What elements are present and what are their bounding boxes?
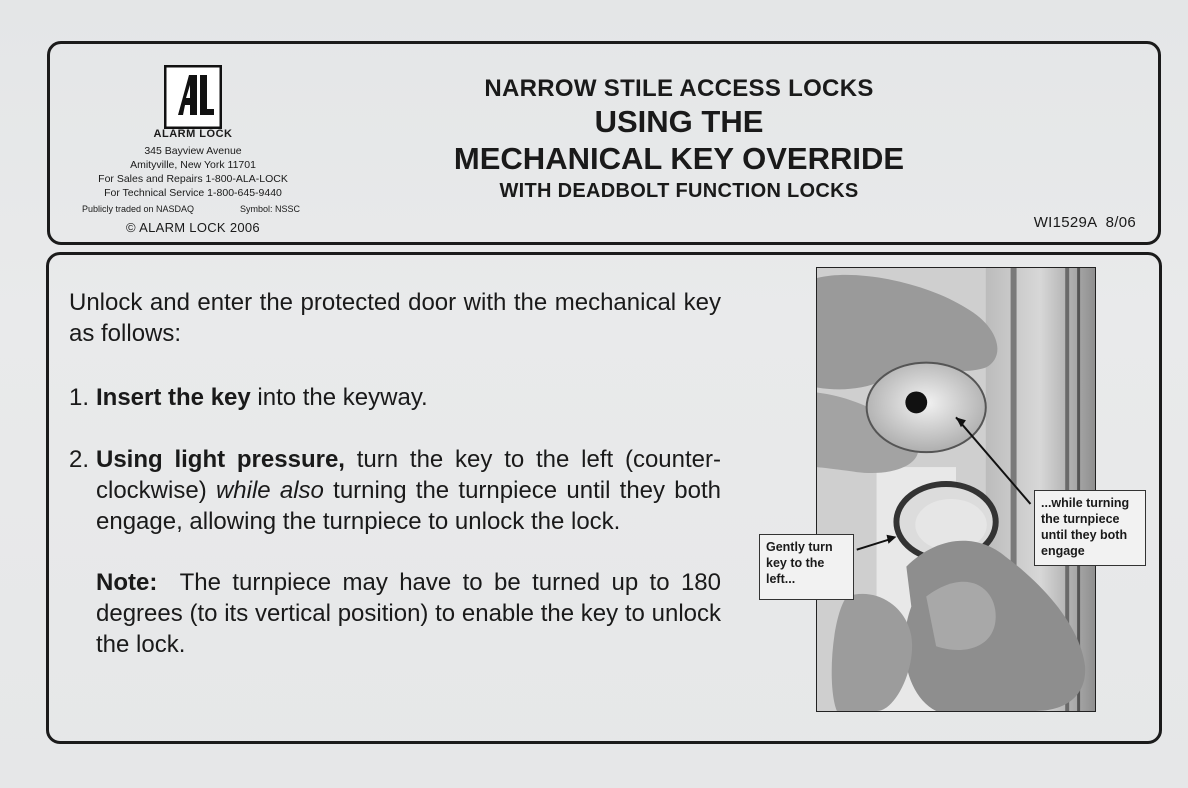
tech-phone: For Technical Service 1-800-645-9440: [104, 187, 282, 199]
company-address-1: 345 Bayview Avenue: [144, 145, 242, 157]
title-block: [350, 74, 1008, 204]
title-line-4: WITH DEADBOLT FUNCTION LOCKS: [499, 180, 859, 202]
step-2-text-a: turn the key to the left (counter-clockwise): [96, 446, 722, 504]
intro-text: Unlock and enter the protected door with the mechanical key as follows:: [69, 289, 721, 347]
intro-paragraph: [69, 287, 721, 349]
title-line-2: USING THE: [594, 104, 764, 139]
note-label: Note:: [96, 569, 158, 596]
instructions-panel: [46, 252, 1162, 744]
alarm-lock-logo: [164, 65, 222, 129]
copyright: © ALARM LOCK 2006: [126, 220, 260, 235]
step-1-text: into the keyway.: [250, 384, 428, 411]
step-2-bold: Using light pressure,: [96, 446, 345, 473]
step-2-text-b: turning the turnpiece until they both engage, allowing the turnpiece to unlock the lock.: [96, 477, 721, 535]
callout-turn-key: Gently turn key to the left...: [759, 534, 854, 600]
nasdaq-line: [78, 204, 308, 220]
company-name: ALARM LOCK: [153, 128, 233, 140]
nasdaq-symbol: Symbol: NSSC: [240, 204, 301, 214]
nasdaq-text: Publicly traded on NASDAQ: [82, 204, 195, 214]
step-2-italic: while also: [215, 477, 324, 504]
note: [69, 567, 728, 660]
step-1-number: 1.: [69, 384, 90, 411]
note-text: The turnpiece may have to be turned up to 180 degrees (to its vertical position) to enable the key to unlock the lock.: [96, 569, 728, 658]
company-info: [78, 128, 308, 235]
sales-phone: For Sales and Repairs 1-800-ALA-LOCK: [98, 173, 288, 185]
header-panel: [47, 41, 1161, 245]
step-1-bold: Insert the key: [96, 384, 251, 411]
step-2-number: 2.: [69, 446, 90, 473]
step-2: [69, 444, 721, 537]
step-1: [69, 382, 721, 413]
company-address-2: Amityville, New York 11701: [130, 159, 256, 171]
document-number: WI1529A 8/06: [1033, 214, 1136, 231]
title-line-1: NARROW STILE ACCESS LOCKS: [484, 75, 874, 102]
callout-turnpiece: ...while turning the turnpiece until they both engage: [1034, 490, 1146, 566]
title-line-3: MECHANICAL KEY OVERRIDE: [453, 141, 905, 176]
instructions-text: [69, 287, 728, 660]
